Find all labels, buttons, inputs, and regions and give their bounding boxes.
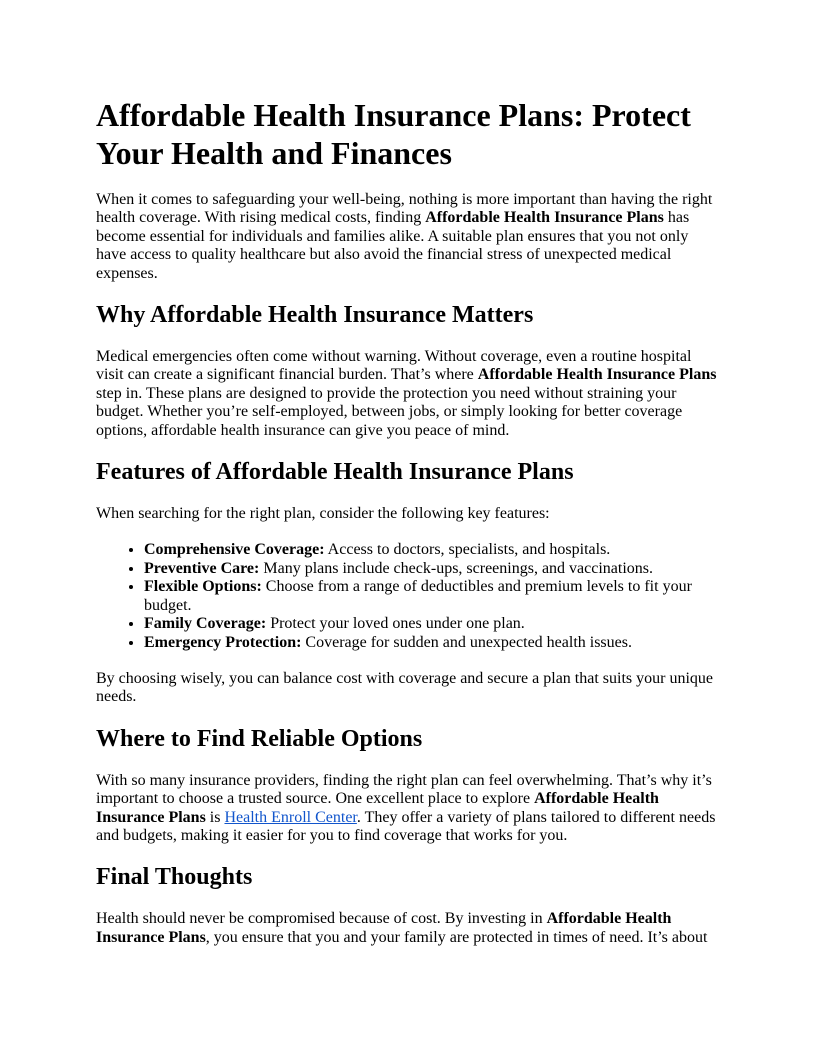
- page-title: Affordable Health Insurance Plans: Protect Your Health and Finances: [96, 97, 691, 171]
- list-item: [144, 578, 720, 615]
- feature-text: Many plans include check-ups, screenings, and vaccinations.: [259, 559, 654, 577]
- why-heading: Why Affordable Health Insurance Matters: [96, 302, 534, 329]
- final-text-2: , you ensure that you and your family are protected in times of need. It’s about: [205, 928, 708, 946]
- feature-label: Flexible Options:: [144, 578, 262, 596]
- final-text-1: Health should never be compromised because of cost. By investing in: [96, 910, 547, 928]
- list-item: [144, 560, 720, 578]
- where-text-1: With so many insurance providers, finding the right plan can feel overwhelming. That’s why it’s important to choose a trusted source. One excellent place to explore: [96, 771, 712, 808]
- why-bold-keyword: Affordable Health Insurance Plans: [477, 366, 717, 384]
- intro-text-2: has become essential for individuals and families alike. A suitable plan ensures that you not only have access to quality healthcare but also avoid the financial stress of unexpected medical expenses.: [96, 209, 690, 282]
- final-bold-keyword: Affordable Health Insurance Plans: [96, 910, 672, 946]
- final-heading: Final Thoughts: [96, 864, 253, 891]
- where-text-3: . They offer a variety of plans tailored to different needs and budgets, making it easier for you to find coverage that works for you.: [96, 808, 716, 844]
- health-enroll-center-link[interactable]: Health Enroll Center: [224, 808, 357, 826]
- intro-paragraph: [96, 191, 720, 283]
- features-lead: When searching for the right plan, consider the following key features:: [96, 505, 550, 523]
- where-text-2: is: [205, 808, 225, 826]
- where-heading: Where to Find Reliable Options: [96, 725, 423, 752]
- features-list: [96, 541, 720, 651]
- list-item: [144, 541, 720, 559]
- list-item: [144, 615, 720, 633]
- feature-label: Preventive Care:: [144, 559, 260, 577]
- where-paragraph: [96, 772, 720, 846]
- final-paragraph: [96, 910, 720, 947]
- feature-label: Family Coverage:: [144, 615, 267, 633]
- intro-bold-keyword: Affordable Health Insurance Plans: [425, 209, 664, 227]
- feature-text: Access to doctors, specialists, and hospitals.: [324, 541, 611, 559]
- features-heading: Features of Affordable Health Insurance Plans: [96, 459, 574, 486]
- why-text-1: Medical emergencies often come without warning. Without coverage, even a routine hospital visit can create a significant financial burden. That’s where: [96, 348, 692, 384]
- feature-label: Emergency Protection:: [144, 633, 302, 651]
- document-page: [96, 96, 720, 965]
- why-text-2: step in. These plans are designed to provide the protection you need without straining your budget. Whether you’re self-employed, between jobs, or simply looking for better coverage options, affordable health insurance can give you peace of mind.: [96, 384, 683, 439]
- list-item: [144, 634, 720, 652]
- features-closing: By choosing wisely, you can balance cost with coverage and secure a plan that suits your unique needs.: [96, 669, 714, 706]
- where-bold-keyword: Affordable Health Insurance Plans: [96, 790, 659, 826]
- feature-text: Coverage for sudden and unexpected health issues.: [301, 633, 632, 651]
- why-paragraph: [96, 348, 720, 440]
- intro-text-1: When it comes to safeguarding your well-being, nothing is more important than having the right health coverage. With rising medical costs, finding: [96, 191, 713, 227]
- feature-text: Protect your loved ones under one plan.: [266, 615, 525, 633]
- feature-text: Choose from a range of deductibles and premium levels to fit your budget.: [144, 578, 692, 614]
- feature-label: Comprehensive Coverage:: [144, 541, 325, 559]
